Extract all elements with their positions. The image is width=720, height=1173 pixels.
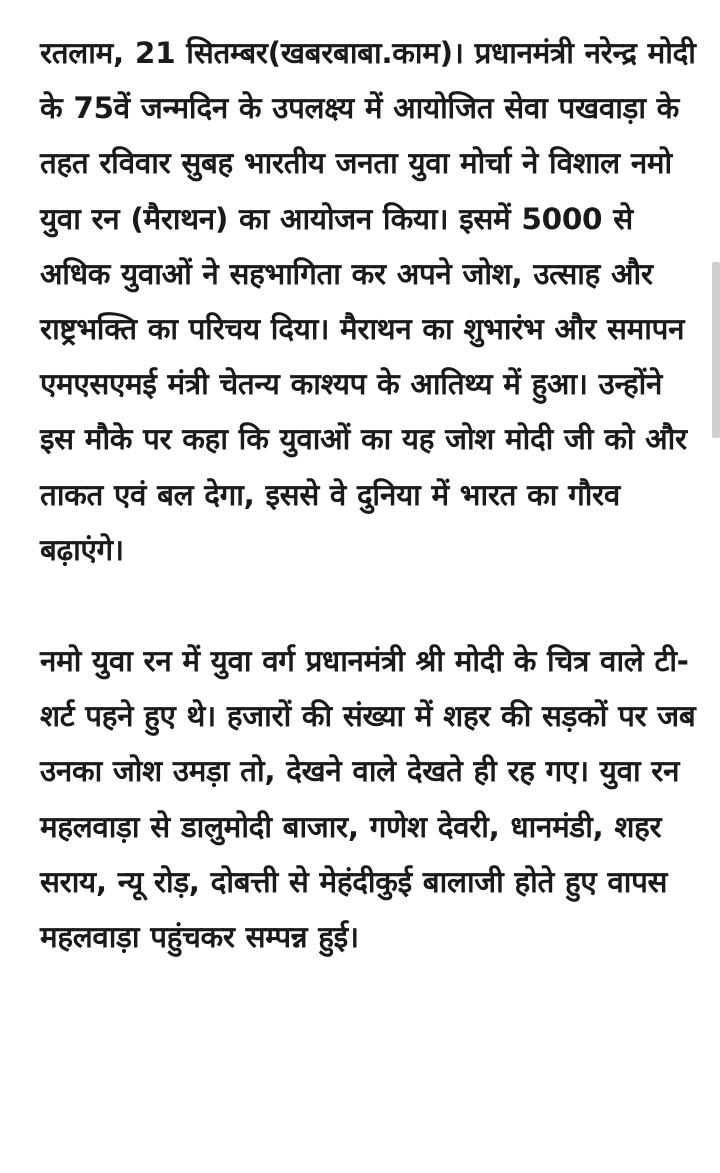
paragraph-spacer bbox=[40, 578, 700, 634]
scrollbar[interactable] bbox=[712, 262, 720, 438]
article-paragraph-2: नमो युवा रन में युवा वर्ग प्रधानमंत्री श्री मोदी के चित्र वाले टी-शर्ट पहने हुए थे। हजारों की संख्या में शहर की सड़कों पर जब उनका जोश उमड़ा तो, देखने वाले देखते ही रह गए। युवा रन महलवाड़ा से डालुमोदी बाजार, गणेश देवरी, धानमंडी, शहर सराय, न्यू रोड़, दोबत्ती से मेहंदीकुई बालाजी होते हुए वापस महलवाड़ा पहुंचकर सम्पन्न हुई। bbox=[40, 644, 696, 955]
article-paragraph-1: रतलाम, 21 सितम्बर(खबरबाबा.काम)। प्रधानमंत्री नरेन्द्र मोदी के 75वें जन्मदिन के उपलक्ष्य में आयोजित सेवा पखवाड़ा के तहत रविवार सुबह भारतीय जनता युवा मोर्चा ने विशाल नमो युवा रन (मैराथन) का आयोजन किया। इसमें 5000 से अधिक युवाओं ने सहभागिता कर अपने जोश, उत्साह और राष्ट्रभक्ति का परिचय दिया। मैराथन का शुभारंभ और समापन एमएसएमई मंत्री चेतन्य काश्यप के आतिथ्य में हुआ। उन्होंने इस मौके पर कहा कि युवाओं का यह जोश मोदी जी को और ताकत एवं बल देगा, इससे वे दुनिया में भारत का गौरव बढ़ाएंगे। bbox=[40, 36, 696, 567]
article-body bbox=[40, 26, 700, 965]
